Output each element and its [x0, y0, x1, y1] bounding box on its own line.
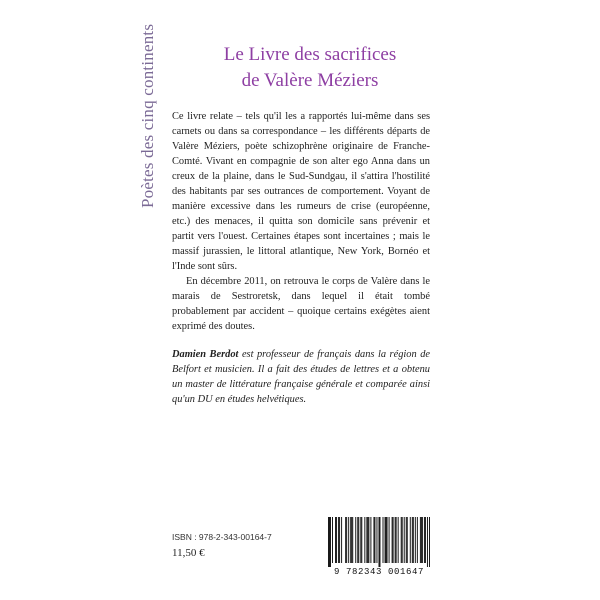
barcode-bar: [366, 517, 367, 563]
barcode-digits: 9 782343 001647: [333, 567, 424, 577]
barcode-bar: [404, 517, 405, 563]
barcode-bar: [348, 517, 349, 563]
summary-paragraph-2: En décembre 2011, on retrouva le corps de Valère dans le marais de Sestroretsk, dans lequel il était tombé probablement par accident – quoique certains exégètes aient exprimé des doutes.: [172, 276, 430, 332]
author-bio: [172, 347, 430, 407]
barcode-bar: [332, 517, 333, 563]
barcode-bar: [406, 517, 407, 563]
barcode-bar: [395, 517, 396, 563]
barcode-bar: [335, 517, 336, 563]
book-title: [185, 42, 435, 94]
barcode-bar: [367, 517, 368, 563]
barcode-bar: [358, 517, 359, 563]
barcode-bar: [421, 517, 422, 563]
barcode-bar: [355, 517, 356, 563]
barcode-bar: [352, 517, 353, 563]
barcode-bar: [417, 517, 418, 563]
barcode-bar: [336, 517, 337, 563]
barcode-bar: [346, 517, 347, 563]
barcode-bar: [392, 517, 393, 563]
barcode-bar: [389, 517, 390, 563]
barcode-bar: [368, 517, 369, 563]
series-name: Poètes des cinq continents: [138, 23, 157, 208]
barcode-bar: [383, 517, 384, 563]
barcode-bar: [425, 517, 426, 563]
barcode-bar: [422, 517, 423, 563]
barcode-bar: [427, 517, 428, 567]
barcode-bar: [412, 517, 413, 563]
barcode-bar: [330, 517, 331, 567]
title-line-2: de Valère Méziers: [241, 70, 379, 91]
barcode-image: [328, 517, 430, 567]
barcode-bar: [380, 517, 381, 567]
barcode-bar: [410, 517, 411, 563]
barcode-bar: [415, 517, 416, 563]
barcode-bar: [424, 517, 425, 563]
barcode-bar: [379, 517, 380, 567]
barcode-bar: [396, 517, 397, 563]
barcode-bar: [401, 517, 402, 563]
barcode-bar: [328, 517, 329, 567]
barcode-bar: [402, 517, 403, 563]
price-text: 11,50 €: [172, 547, 205, 559]
barcode-bar: [420, 517, 421, 563]
barcode-bar: [398, 517, 399, 563]
barcode-bar: [374, 517, 375, 563]
summary-paragraph-1: Ce livre relate – tels qu'il les a rapportés lui-même dans ses carnets ou dans sa correspondance – les différents départs de Valère Méziers, poète schizophrène originaire de Franche-Comté. Vivant en compagnie de son alter ego Anna dans un creux de la plaine, dans le Sud-Sundgau, il s'attira l'hostilité des habitants par ses outrances de comportement. Voyant de manière excessive dans les rumeurs de crise (européenne, etc.) des menaces, il quitta son domicile sans prévenir et partit vers l'ouest. Certaines étapes sont incertaines ; mais le massif jurassien, le littoral atlantique, New York, Bornéo et l'Inde sont sûrs.: [172, 111, 430, 272]
barcode-bar: [360, 517, 361, 563]
barcode-bar: [350, 517, 351, 563]
author-name: Damien Berdot: [172, 349, 239, 360]
isbn-text: ISBN : 978-2-343-00164-7: [172, 532, 272, 542]
barcode-bar: [370, 517, 371, 563]
barcode-bar: [345, 517, 346, 563]
barcode-bar: [393, 517, 394, 563]
barcode-bar: [364, 517, 365, 563]
barcode-bar: [338, 517, 339, 563]
barcode-bar: [373, 517, 374, 563]
barcode-bar: [341, 517, 342, 563]
barcode-bar: [385, 517, 386, 563]
barcode-bar: [413, 517, 414, 563]
barcode-bar: [386, 517, 387, 563]
barcode-bar: [376, 517, 377, 563]
book-summary: [172, 109, 430, 334]
barcode-bar: [387, 517, 388, 563]
barcode-bar: [407, 517, 408, 563]
title-line-1: Le Livre des sacrifices: [223, 44, 397, 65]
barcode-bar: [361, 517, 362, 563]
barcode-bar: [429, 517, 430, 567]
author-bio-text: est professeur de français dans la région de Belfort et musicien. Il a fait des études de lettres et a obtenu un master de littérature française générale et comparée ainsi qu'un DU en études helvétiques.: [172, 349, 430, 405]
barcode-bar: [339, 517, 340, 563]
barcode-bar: [329, 517, 330, 567]
barcode-bar: [357, 517, 358, 563]
barcode-bar: [351, 517, 352, 563]
